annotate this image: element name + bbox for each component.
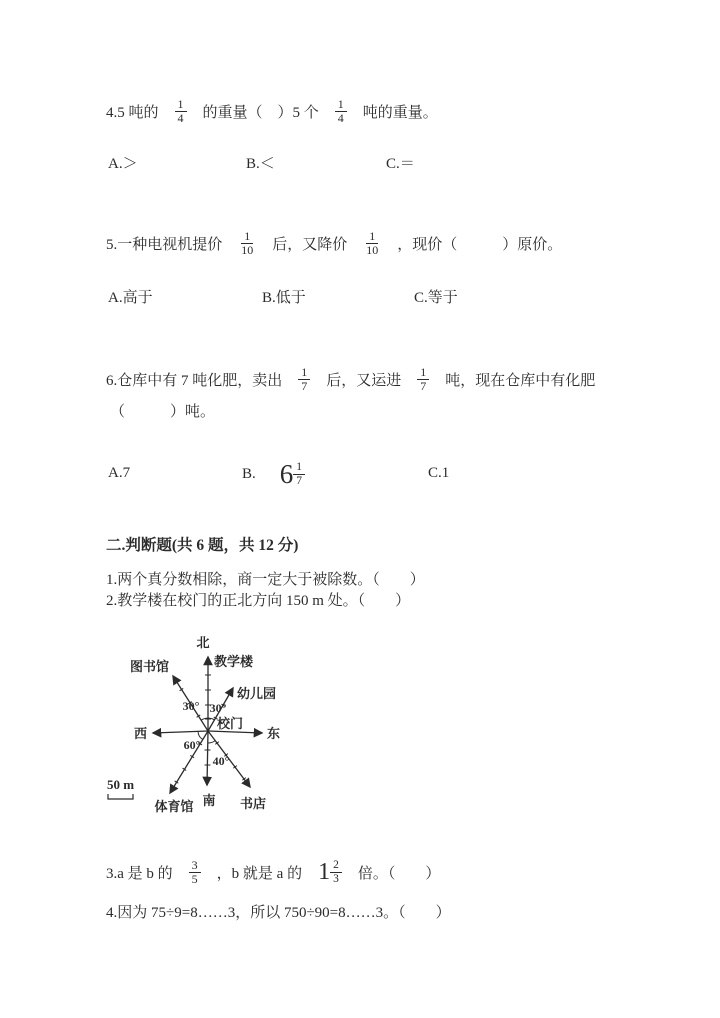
question-6-stem (106, 361, 595, 397)
judge-item-2: 2.教学楼在校门的正北方向 150 m 处。（ ） (106, 593, 411, 609)
q6-fraction-2: $\frac{1}{7}$ (417, 366, 429, 392)
southeast-angle-arc (208, 741, 215, 743)
j3-mixed-fraction: $\frac{2}{3}$ (330, 859, 342, 884)
q6-text-post: 吨，现在仓库中有化肥 (445, 372, 596, 389)
angle-30-west-label: 30° (182, 699, 200, 713)
kindergarten-label: 幼儿园 (237, 686, 277, 701)
q4-text-mid: 的重量（ ）5 个 (202, 104, 319, 121)
q4-option-a: A.＞ (108, 156, 138, 172)
east-label: 东 (267, 726, 281, 741)
teaching-building-point (206, 659, 210, 663)
scale-label: 50 m (107, 777, 135, 792)
q6-option-a: A.7 (108, 465, 131, 481)
q5-text-mid: 后，又降价 (272, 236, 348, 253)
q5-text-pre: 5.一种电视机提价 (106, 236, 223, 253)
gym-label: 体育馆 (154, 799, 194, 814)
q4-option-b: B.＜ (246, 156, 275, 172)
question-5-stem (106, 225, 562, 261)
angle-60-label: 60° (183, 738, 201, 752)
west-axis-line (153, 731, 208, 733)
j3-text-mid: ，b 就是 a 的 (216, 865, 303, 882)
judge-item-1: 1.两个真分数相除，商一定大于被除数。（ ） (106, 572, 425, 588)
angle-40-label: 40° (212, 754, 230, 768)
north-label: 北 (196, 635, 210, 650)
q5-fraction-1: $\frac{1}{10}$ (241, 228, 254, 257)
west-label: 西 (133, 726, 147, 741)
q4-fraction-2: $\frac{1}{4}$ (335, 98, 347, 124)
q6-option-b-label: B. (242, 465, 256, 482)
scale-bar (108, 794, 133, 799)
direction-map-diagram (95, 630, 295, 822)
question-4-stem (106, 93, 438, 129)
south-axis-line (207, 731, 208, 785)
library-label: 图书馆 (129, 659, 169, 674)
q6-option-b-mixed-number: 6 $\frac{1}{7}$ (280, 461, 305, 488)
q6-text-pre: 6.仓库中有 7 吨化肥，卖出 (106, 372, 283, 389)
q4-fraction-1: $\frac{1}{4}$ (175, 98, 187, 124)
judge-item-4: 4.因为 75÷9=8……3，所以 750÷90=8……3。（ ） (106, 905, 451, 921)
judge-item-3 (106, 854, 440, 890)
q5-option-c: C.等于 (414, 290, 458, 306)
q6-option-b-fraction: $\frac{1}{7}$ (293, 461, 305, 486)
angle-30-east-label: 30° (209, 701, 227, 715)
south-label: 南 (202, 793, 216, 808)
teaching-building-label: 教学楼 (214, 654, 254, 669)
j3-fraction: $\frac{3}{5}$ (189, 859, 201, 885)
j3-text-pre: 3.a 是 b 的 (106, 865, 173, 882)
q4-option-c: C.＝ (386, 156, 415, 172)
q6-text-mid: 后，又运进 (326, 372, 402, 389)
j3-text-post: 倍。（ ） (357, 865, 441, 882)
q4-text-pre: 4.5 吨的 (106, 104, 159, 121)
q6-fraction-1: $\frac{1}{7}$ (298, 366, 310, 392)
q6-option-b (242, 455, 305, 493)
q6-stem-line2: （ ）吨。 (110, 404, 216, 420)
east-axis-line (208, 731, 262, 733)
school-gate-label: 校门 (217, 716, 244, 731)
q6-option-c: C.1 (428, 465, 450, 481)
q5-text-post: ，现价（ ）原价。 (397, 236, 563, 253)
judge-section-header: 二.判断题(共 6 题，共 12 分) (106, 537, 299, 554)
bookstore-label: 书店 (239, 796, 267, 811)
q5-option-a: A.高于 (108, 290, 153, 306)
q5-option-b: B.低于 (262, 290, 306, 306)
q4-text-post: 吨的重量。 (362, 104, 438, 121)
j3-mixed-number: 1 $\frac{2}{3}$ (318, 859, 342, 884)
q5-fraction-2: $\frac{1}{10}$ (366, 228, 379, 257)
